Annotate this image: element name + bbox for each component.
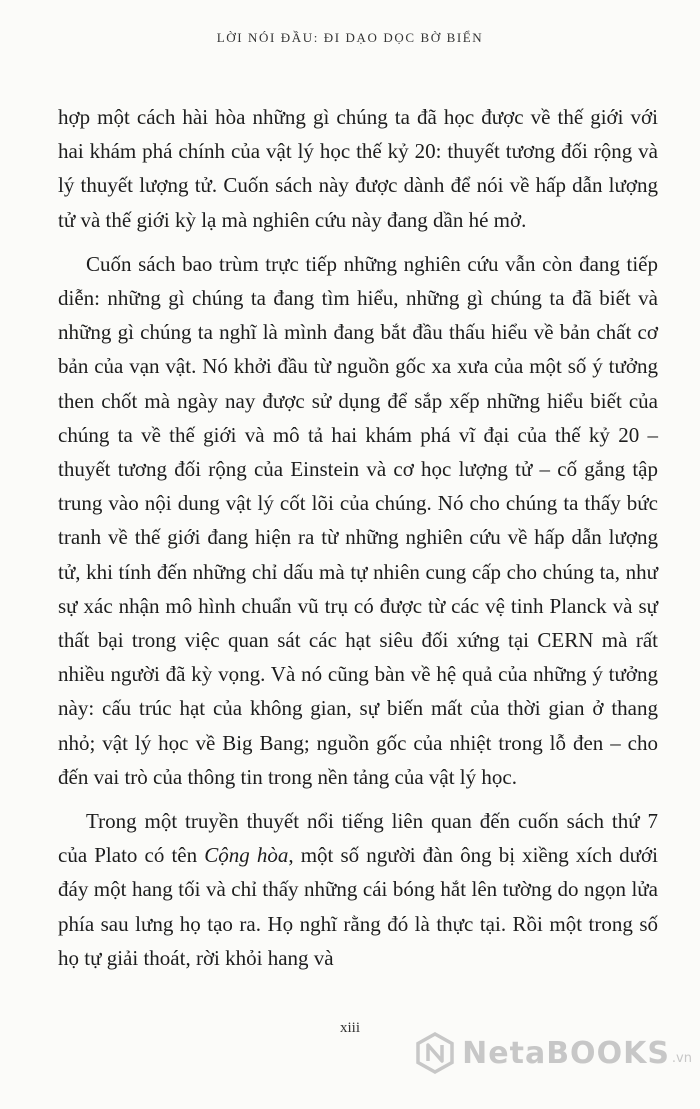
watermark	[414, 1032, 692, 1074]
running-header: LỜI NÓI ĐẦU: ĐI DẠO DỌC BỜ BIỂN	[216, 30, 484, 45]
body-text	[58, 100, 658, 985]
watermark-brand: NetaBOOKS	[462, 1035, 670, 1071]
paragraph-3-end: , một số người đàn ông bị xiềng xích dưới đáy một hang tối và chỉ thấy những cái bóng hắt lên tường do ngọn lửa phía sau lưng họ tạo ra. Họ nghĩ rằng đó là thực tại. Rồi một trong số họ tự giải thoát, rời khỏi hang và	[58, 843, 658, 970]
book-title-italic: Cộng hòa	[204, 843, 289, 868]
neta-logo-icon	[414, 1032, 456, 1074]
paragraph-3-start: Trong một truyền thuyết nổi tiếng liên quan đến cuốn sách thứ 7 của Plato có tên	[58, 809, 658, 868]
paragraph-2: Cuốn sách bao trùm trực tiếp những nghiên cứu vẫn còn đang tiếp diễn: những gì chúng ta đang tìm hiểu, những gì chúng ta đã biết và những gì chúng ta nghĩ là mình đang bắt đầu thấu hiểu về bản chất cơ bản của vạn vật. Nó khởi đầu từ nguồn gốc xa xưa của một số ý tưởng then chốt mà ngày nay được sử dụng để sắp xếp những hiểu biết của chúng ta về thế giới và mô tả hai khám phá vĩ đại của thế kỷ 20 – thuyết tương đối rộng của Einstein và cơ học lượng tử – cố gắng tập trung vào nội dung vật lý cốt lõi của chúng. Nó cho chúng ta thấy bức tranh về thế giới đang hiện ra từ những nghiên cứu về hấp dẫn lượng tử, khi tính đến những chỉ dấu mà tự nhiên cung cấp cho chúng ta, như sự xác nhận mô hình chuẩn vũ trụ có được từ các vệ tinh Planck và sự thất bại trong việc quan sát các hạt siêu đối xứng tại CERN mà rất nhiều người đã kỳ vọng. Và nó cũng bàn về hệ quả của những ý tưởng này: cấu trúc hạt của không gian, sự biến mất của thời gian ở thang nhỏ; vật lý học về Big Bang; nguồn gốc của nhiệt trong lỗ đen – cho đến vai trò của thông tin trong nền tảng của vật lý học.	[58, 251, 658, 789]
page-number: xiii	[339, 1020, 360, 1036]
paragraph-1: hợp một cách hài hòa những gì chúng ta đã học được về thế giới với hai khám phá chính của vật lý học thế kỷ 20: thuyết tương đối rộng và lý thuyết lượng tử. Cuốn sách này được dành để nói về hấp dẫn lượng tử và thế giới kỳ lạ mà nghiên cứu này đang dần hé mở.	[58, 105, 658, 232]
watermark-suffix: .vn	[671, 1051, 692, 1066]
paragraph-3	[58, 804, 658, 975]
